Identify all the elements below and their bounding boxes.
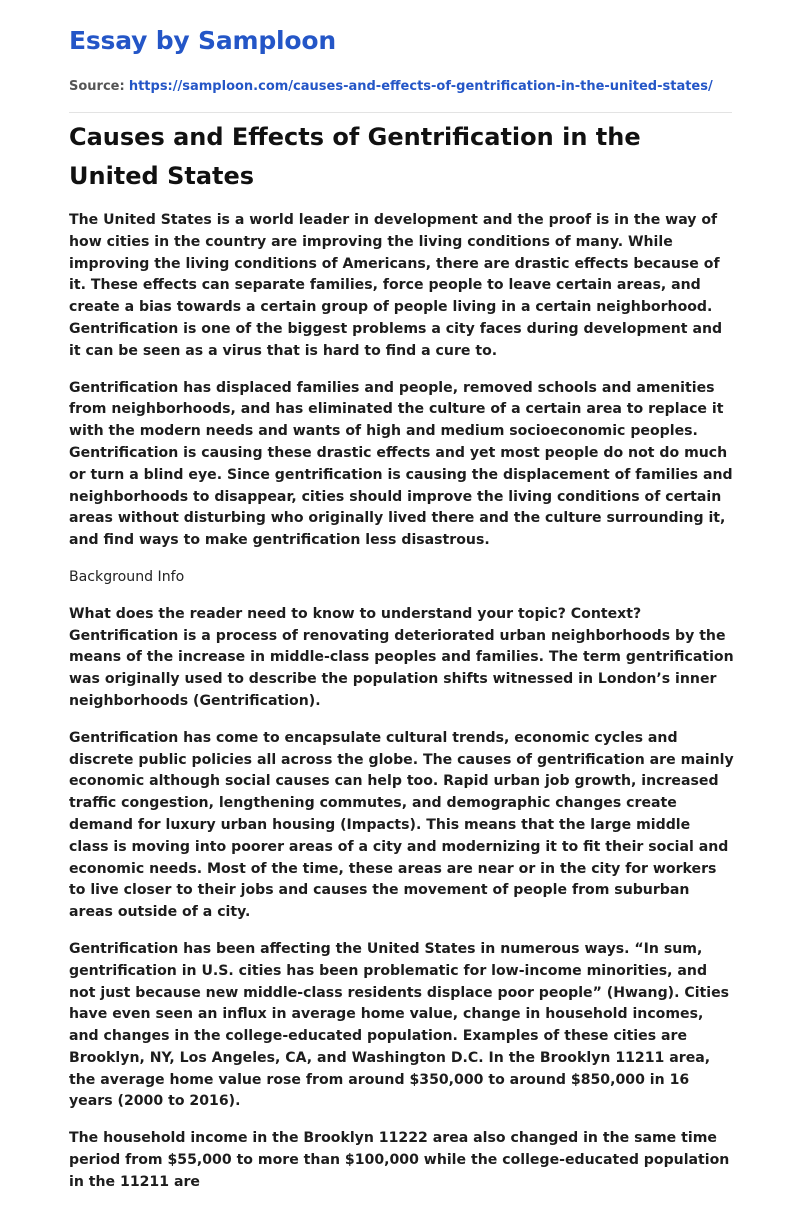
paragraph-context: What does the reader need to know to understand your topic? Context? Gentrification is a process of renovating deteriorated urban neighborhoods by the means of the increase in middle-class peoples and families. The term gentrification was originally used to describe the population shifts witnessed in London’s inner neighborhoods (Gentrification). <box>69 605 734 709</box>
source-link[interactable]: https://samploon.com/causes-and-effects-of-gentrification-in-the-united-states/ <box>128 79 713 94</box>
paragraph-intro: The United States is a world leader in development and the proof is in the way of how cities in the country are improving the living conditions of many. While improving the living conditions of Americans, there are drastic effects because of it. These effects can separate families, force people to leave certain areas, and create a bias towards a certain group of people living in a certain neighborhood. Gentrification is one of the biggest problems a city faces during development and it can be seen as a virus that is hard to find a cure to. <box>69 212 723 359</box>
site-brand[interactable]: Essay by Samploon <box>69 26 336 55</box>
article-body <box>69 210 734 1209</box>
paragraph-effects: Gentrification has been affecting the United States in numerous ways. “In sum, gentrification in U.S. cities has been problematic for low-income minorities, and not just because new middle-class residents displace poor people” (Hwang). Cities have even seen an influx in average home value, change in household incomes, and changes in the college-educated population. Examples of these cities are Brooklyn, NY, Los Angeles, CA, and Washington D.C. In the Brooklyn 11211 area, the average home value rose from around $350,000 to around $850,000 in 16 years (2000 to 2016). <box>69 940 730 1110</box>
source-line <box>69 79 713 94</box>
source-label: Source: <box>69 79 125 94</box>
paragraph-causes: Gentrification has come to encapsulate cultural trends, economic cycles and discrete public policies all across the globe. The causes of gentrification are mainly economic although social causes can help too. Rapid urban job growth, increased traffic congestion, lengthening commutes, and demographic changes create demand for luxury urban housing (Impacts). This means that the large middle class is moving into poorer areas of a city and modernizing it to fit their social and economic needs. Most of the time, these areas are near or in the city for workers to live closer to their jobs and causes the movement of people from suburban areas outside of a city. <box>69 729 734 921</box>
article-title: Causes and Effects of Gentrification in the United States <box>69 123 641 190</box>
paragraph-income: The household income in the Brooklyn 11222 area also changed in the same time period from $55,000 to more than $100,000 while the college-educated population in the 11211 are <box>69 1130 730 1190</box>
section-heading-background: Background Info <box>69 568 185 585</box>
header-divider <box>69 112 732 113</box>
paragraph-thesis: Gentrification has displaced families and people, removed schools and amenities from neighborhoods, and has eliminated the culture of a certain area to replace it with the modern needs and wants of high and medium socioeconomic peoples. Gentrification is causing these drastic effects and yet most people do not do much or turn a blind eye. Since gentrification is causing the displacement of families and neighborhoods to disappear, cities should improve the living conditions of certain areas without disturbing who originally lived there and the culture surrounding it, and find ways to make gentrification less disastrous. <box>69 379 733 549</box>
